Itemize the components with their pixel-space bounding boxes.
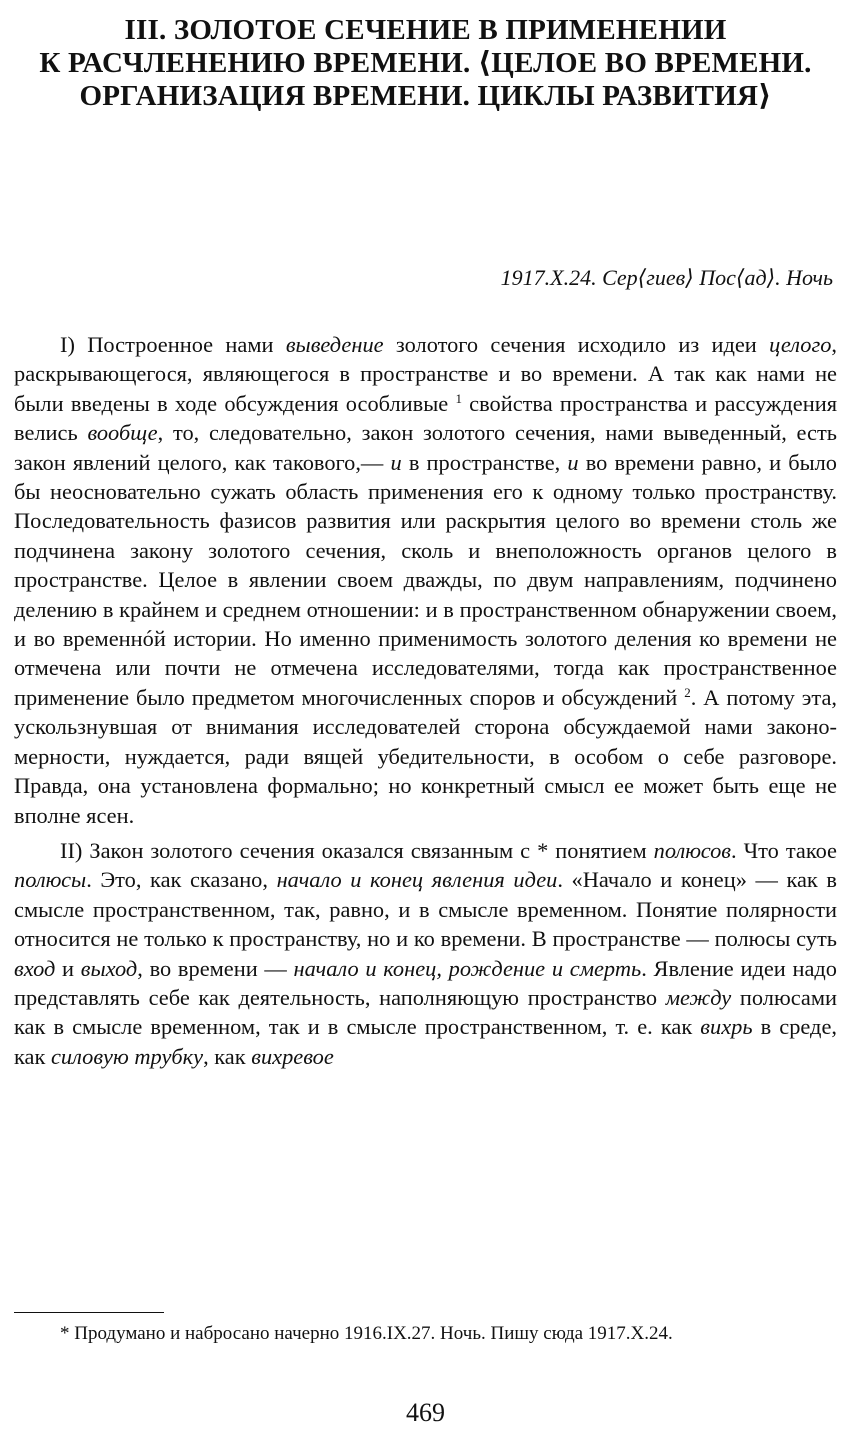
body-text xyxy=(14,330,837,1077)
italic-span: вообще xyxy=(87,420,158,446)
text-span: , во времени — xyxy=(137,955,294,981)
italic-span: вихревое xyxy=(251,1043,334,1069)
italic-span: полюсы xyxy=(14,867,87,893)
text-span: в среде, как xyxy=(14,1014,837,1069)
footnote-ref: 1 xyxy=(455,390,462,406)
italic-span: вход xyxy=(14,955,56,981)
chapter-title xyxy=(0,14,851,113)
text-span: . «Начало и конец» — как в смысле пространственном, так, равно, и в смысле временном. Понятие полярности относится не только к пространству, но и ко времени. В пространстве — полюсы суть xyxy=(14,867,837,952)
italic-span: целого xyxy=(769,332,832,357)
page-number: 469 xyxy=(406,1398,445,1427)
italic-span: и xyxy=(390,449,402,475)
text-span: свойства пространства и рассуждения велись xyxy=(14,390,837,446)
text-span: в пространстве, xyxy=(401,449,568,475)
italic-span: начало и конец, рождение и смерть xyxy=(293,955,642,981)
text-span: . Это, как сказано, xyxy=(86,867,277,893)
text-span: . Что такое xyxy=(731,837,837,863)
text-span: золотого сечения исходило из идеи xyxy=(383,332,770,357)
text-span: во времени равно, и было бы неосновательно сужать область применения его к одному только пространству. Последовательность фазисов развития или раскрытия целого во времени столь же подчинена закону золотого сечения, сколь и внеположность органов целого в пространстве. Целое в явлении своем дважды, по двум направлениям, подчинено делению в крайнем и среднем отношении: и в пространственном обнаружении своем, и во временнóй истории. Но именно применимость золотого деления ко времени не отмечена или почти не отмечена исследователями, тогда как пространственное применение было предметом многочисленных споров и обсуждений xyxy=(14,449,837,710)
italic-span: начало и конец явления идеи xyxy=(276,867,558,893)
footnote-divider xyxy=(14,1312,164,1313)
footnote: * Продумано и набросано начерно 1916.IX.27. Ночь. Пишу сюда 1917.X.24. xyxy=(60,1323,673,1344)
text-span: . Явление идеи надо представлять себе как деятельность, наполняющую пространство xyxy=(14,955,838,1010)
text-span: . А потому эта, ускользнувшая от внимания исследователей сторона обсуждаемой нами закономерности, нуждается, ради вящей убедительности, в особом о себе разговоре. Правда, она установлена формально; но конкретный смысл ее может быть еще не вполне ясен. xyxy=(14,684,837,828)
text-span: I) Построенное нами xyxy=(60,332,286,357)
text-span: , как xyxy=(203,1043,252,1069)
italic-span: полюсов xyxy=(653,837,732,863)
footnote-ref: 2 xyxy=(684,684,691,700)
text-span: , то, следовательно, закон золотого сечения, нами выведенный, есть закон явлений целого, как такового,— xyxy=(14,420,837,475)
paragraph-1 xyxy=(14,330,837,830)
italic-span: между xyxy=(665,984,732,1010)
text-span: полюсами как в смысле временном, так и в смысле пространственном, т. е. как xyxy=(14,984,837,1040)
italic-span: силовую трубку xyxy=(50,1043,204,1069)
chapter-title-line: III. ЗОЛОТОЕ СЕЧЕНИЕ В ПРИМЕНЕНИИ xyxy=(124,14,727,46)
chapter-title-line: ОРГАНИЗАЦИЯ ВРЕМЕНИ. ЦИКЛЫ РАЗВИТИЯ⟩ xyxy=(79,80,772,112)
paragraph-2 xyxy=(14,836,837,1071)
text-span: и xyxy=(55,955,81,981)
text-span: , раскрывающегося, являющегося в пространстве и во времени. А так как нами не были введены в ходе обсуждения особливые xyxy=(14,332,838,416)
italic-span: вихрь xyxy=(700,1014,753,1040)
italic-span: выведение xyxy=(285,332,384,357)
italic-span: и xyxy=(567,449,579,475)
chapter-title-line: К РАСЧЛЕНЕНИЮ ВРЕМЕНИ. ⟨ЦЕЛОЕ ВО ВРЕМЕНИ. xyxy=(39,47,812,79)
text-span: II) Закон золотого сечения оказался связанным с * понятием xyxy=(60,837,654,863)
dateline: 1917.X.24. Сер⟨гиев⟩ Пос⟨ад⟩. Ночь xyxy=(500,265,833,290)
italic-span: выход xyxy=(80,955,138,981)
